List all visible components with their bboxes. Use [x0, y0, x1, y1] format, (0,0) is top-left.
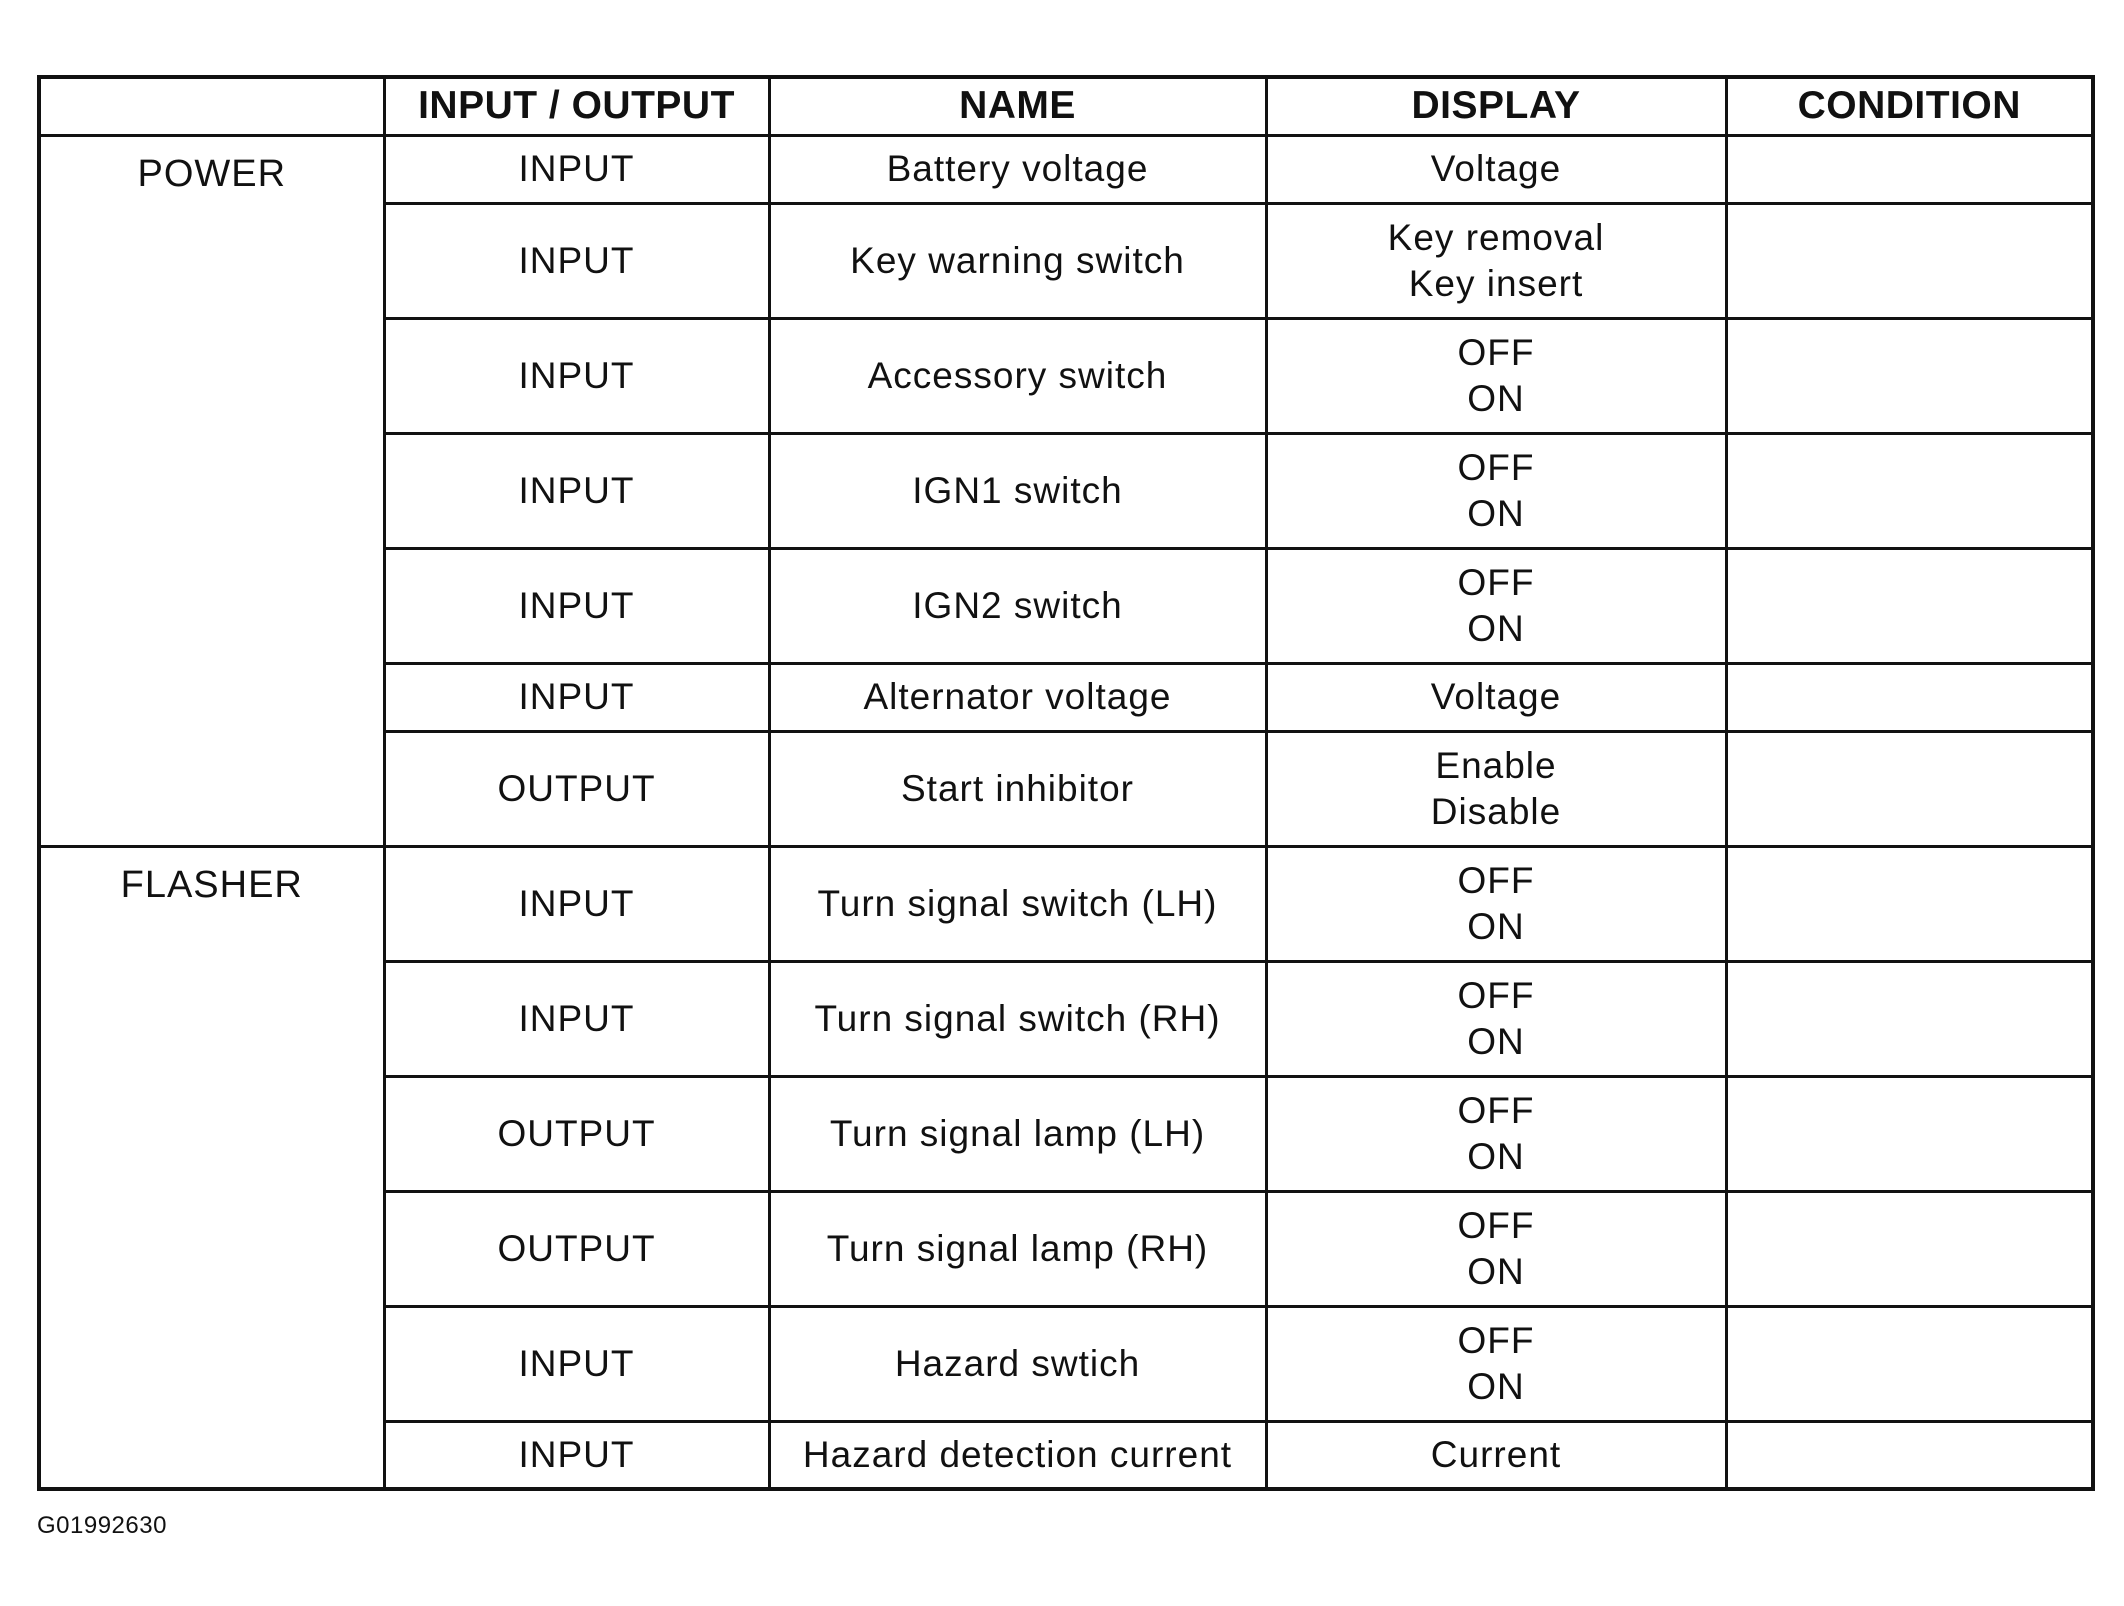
io-cell: OUTPUT: [384, 1191, 769, 1306]
name-cell: Turn signal lamp (LH): [769, 1076, 1266, 1191]
display-cell: [1266, 433, 1726, 548]
name-cell: IGN1 switch: [769, 433, 1266, 548]
display-cell: [1266, 318, 1726, 433]
header-input-output: INPUT / OUTPUT: [384, 77, 769, 135]
display-value: OFF: [1457, 561, 1535, 603]
figure-code: G01992630: [37, 1512, 167, 1539]
condition-cell: [1726, 1306, 2093, 1421]
io-cell: INPUT: [384, 433, 769, 548]
display-value: Disable: [1430, 790, 1562, 832]
name-cell: Start inhibitor: [769, 731, 1266, 846]
display-cell: [1266, 135, 1726, 203]
name-cell: Turn signal switch (RH): [769, 961, 1266, 1076]
display-cell: [1266, 731, 1726, 846]
display-cell: [1266, 1191, 1726, 1306]
condition-cell: [1726, 548, 2093, 663]
display-cell: [1266, 1421, 1726, 1489]
display-value: Enable: [1435, 744, 1557, 786]
name-cell: Battery voltage: [769, 135, 1266, 203]
display-value: OFF: [1457, 859, 1535, 901]
display-value: OFF: [1457, 446, 1535, 488]
display-value: ON: [1467, 905, 1525, 947]
display-value: OFF: [1457, 1319, 1535, 1361]
condition-cell: [1726, 1191, 2093, 1306]
header-condition: CONDITION: [1726, 77, 2093, 135]
io-cell: INPUT: [384, 318, 769, 433]
io-cell: INPUT: [384, 961, 769, 1076]
diagnostic-data-table: [37, 75, 2095, 1491]
display-value: Current: [1430, 1433, 1562, 1475]
display-cell: [1266, 1076, 1726, 1191]
display-value: ON: [1467, 377, 1525, 419]
io-cell: INPUT: [384, 1306, 769, 1421]
display-value: Voltage: [1430, 148, 1562, 189]
io-cell: OUTPUT: [384, 731, 769, 846]
io-cell: OUTPUT: [384, 1076, 769, 1191]
io-cell: INPUT: [384, 548, 769, 663]
display-value: ON: [1467, 1365, 1525, 1407]
group-label-power: POWER: [39, 135, 384, 846]
display-cell: [1266, 548, 1726, 663]
name-cell: Turn signal switch (LH): [769, 846, 1266, 961]
display-value: Voltage: [1430, 676, 1562, 717]
display-value: Key insert: [1408, 262, 1584, 304]
io-cell: INPUT: [384, 846, 769, 961]
display-value: ON: [1467, 607, 1525, 649]
name-cell: IGN2 switch: [769, 548, 1266, 663]
name-cell: Hazard swtich: [769, 1306, 1266, 1421]
display-value: ON: [1467, 1020, 1525, 1062]
condition-cell: [1726, 663, 2093, 731]
table-row: [39, 135, 2093, 203]
header-name: NAME: [769, 77, 1266, 135]
condition-cell: [1726, 318, 2093, 433]
display-cell: [1266, 961, 1726, 1076]
io-cell: INPUT: [384, 663, 769, 731]
display-value: OFF: [1457, 1204, 1535, 1246]
display-cell: [1266, 203, 1726, 318]
display-value: ON: [1467, 1135, 1525, 1177]
name-cell: Turn signal lamp (RH): [769, 1191, 1266, 1306]
condition-cell: [1726, 135, 2093, 203]
display-value: ON: [1467, 492, 1525, 534]
io-cell: INPUT: [384, 1421, 769, 1489]
name-cell: Alternator voltage: [769, 663, 1266, 731]
name-cell: Hazard detection current: [769, 1421, 1266, 1489]
condition-cell: [1726, 961, 2093, 1076]
name-cell: Key warning switch: [769, 203, 1266, 318]
display-cell: [1266, 1306, 1726, 1421]
header-group: [39, 77, 384, 135]
condition-cell: [1726, 433, 2093, 548]
condition-cell: [1726, 1421, 2093, 1489]
table-row: [39, 846, 2093, 961]
condition-cell: [1726, 846, 2093, 961]
header-display: DISPLAY: [1266, 77, 1726, 135]
display-value: ON: [1467, 1250, 1525, 1292]
display-value: OFF: [1457, 1089, 1535, 1131]
display-value: OFF: [1457, 974, 1535, 1016]
condition-cell: [1726, 1076, 2093, 1191]
display-value: Key removal: [1387, 216, 1605, 258]
display-value: OFF: [1457, 331, 1535, 373]
group-label-flasher: FLASHER: [39, 846, 384, 1489]
name-cell: Accessory switch: [769, 318, 1266, 433]
display-cell: [1266, 663, 1726, 731]
io-cell: INPUT: [384, 135, 769, 203]
header-row: [39, 77, 2093, 135]
display-cell: [1266, 846, 1726, 961]
io-cell: INPUT: [384, 203, 769, 318]
condition-cell: [1726, 731, 2093, 846]
condition-cell: [1726, 203, 2093, 318]
